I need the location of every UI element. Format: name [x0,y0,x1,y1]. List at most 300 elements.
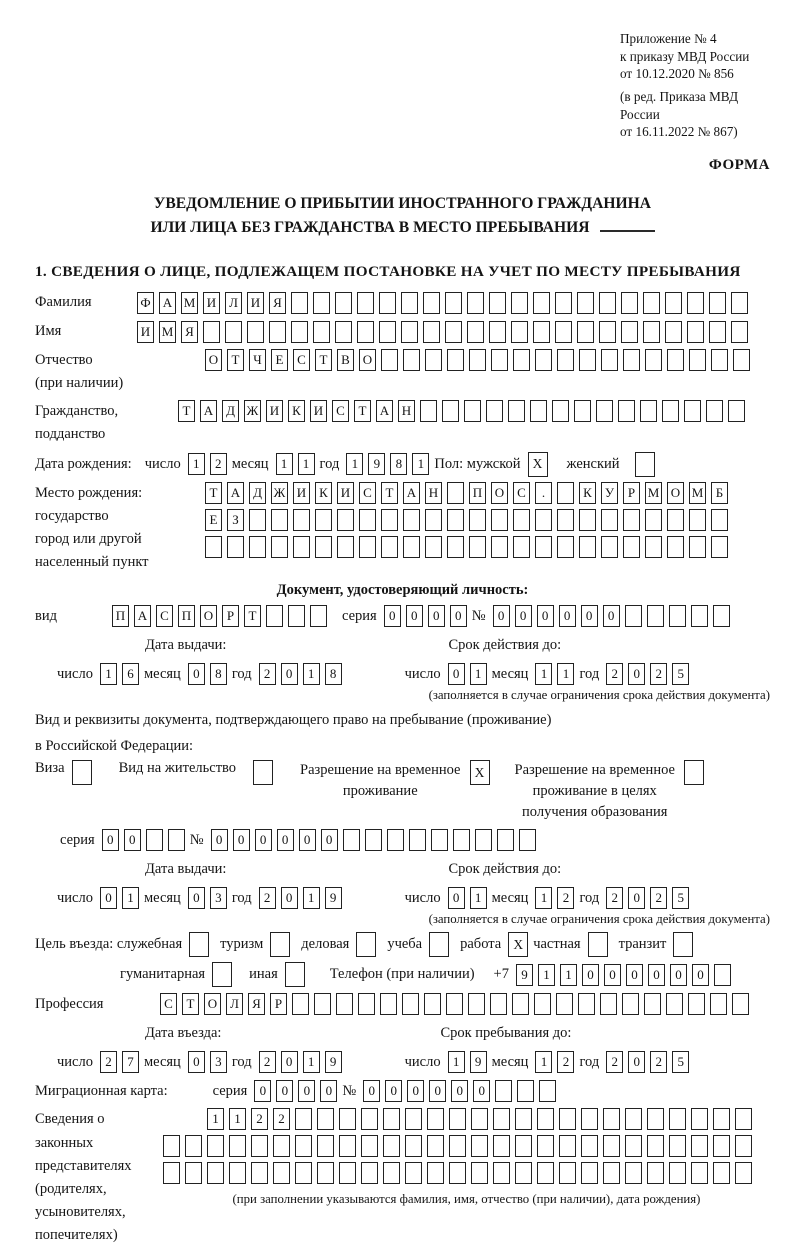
char-box[interactable] [449,1135,466,1157]
char-box[interactable] [247,321,264,343]
char-box[interactable] [603,1108,620,1130]
char-box[interactable] [383,1108,400,1130]
char-box[interactable] [691,1108,708,1130]
char-box[interactable] [618,400,635,422]
char-box[interactable] [449,1162,466,1184]
char-box[interactable] [423,292,440,314]
char-box[interactable]: Т [182,993,199,1015]
char-box[interactable] [469,536,486,558]
char-box[interactable]: 0 [604,964,621,986]
char-box[interactable]: 0 [233,829,250,851]
char-box[interactable]: 2 [606,663,623,685]
char-box[interactable] [271,509,288,531]
char-box[interactable] [493,1108,510,1130]
char-box[interactable] [471,1135,488,1157]
char-box[interactable]: 2 [650,887,667,909]
char-box[interactable]: 1 [276,453,293,475]
char-box[interactable] [577,292,594,314]
char-box[interactable]: 0 [448,663,465,685]
char-box[interactable]: Б [711,482,728,504]
char-box[interactable] [581,1108,598,1130]
char-box[interactable] [271,536,288,558]
char-box[interactable] [203,321,220,343]
char-box[interactable] [515,1135,532,1157]
char-box[interactable]: 2 [650,663,667,685]
char-box[interactable] [579,509,596,531]
char-box[interactable] [666,993,683,1015]
char-box[interactable]: 0 [626,964,643,986]
checkbox[interactable]: X [470,760,490,785]
char-box[interactable]: 6 [122,663,139,685]
char-box[interactable] [714,964,731,986]
char-box[interactable]: Т [205,482,222,504]
char-box[interactable]: 0 [692,964,709,986]
char-box[interactable]: 0 [102,829,119,851]
char-box[interactable] [447,536,464,558]
char-box[interactable] [647,1162,664,1184]
char-box[interactable] [468,993,485,1015]
char-box[interactable] [623,349,640,371]
char-box[interactable]: О [491,482,508,504]
checkbox[interactable] [429,932,449,957]
char-box[interactable] [728,400,745,422]
char-box[interactable] [519,829,536,851]
char-box[interactable] [449,1108,466,1130]
char-box[interactable] [269,321,286,343]
char-box[interactable] [251,1162,268,1184]
char-box[interactable] [314,993,331,1015]
char-box[interactable]: Д [249,482,266,504]
char-box[interactable] [625,1162,642,1184]
char-box[interactable] [361,1108,378,1130]
char-box[interactable] [361,1135,378,1157]
char-box[interactable] [731,321,748,343]
char-box[interactable] [556,993,573,1015]
char-box[interactable] [623,509,640,531]
char-box[interactable] [534,993,551,1015]
char-box[interactable]: 0 [124,829,141,851]
char-box[interactable]: 0 [299,829,316,851]
char-box[interactable]: 0 [473,1080,490,1102]
char-box[interactable] [513,509,530,531]
char-box[interactable] [621,292,638,314]
char-box[interactable] [647,1108,664,1130]
char-box[interactable] [293,509,310,531]
checkbox[interactable] [270,932,290,957]
char-box[interactable] [533,292,550,314]
char-box[interactable]: 2 [251,1108,268,1130]
char-box[interactable] [295,1108,312,1130]
char-box[interactable] [266,605,283,627]
char-box[interactable] [420,400,437,422]
char-box[interactable] [645,509,662,531]
char-box[interactable] [559,1135,576,1157]
char-box[interactable]: 9 [325,887,342,909]
char-box[interactable] [497,829,514,851]
char-box[interactable] [315,536,332,558]
char-box[interactable]: 1 [346,453,363,475]
char-box[interactable] [669,1135,686,1157]
char-box[interactable] [380,993,397,1015]
char-box[interactable] [339,1135,356,1157]
char-box[interactable]: Р [270,993,287,1015]
char-box[interactable]: 1 [100,663,117,685]
char-box[interactable] [227,536,244,558]
char-box[interactable]: 1 [535,1051,552,1073]
char-box[interactable] [691,605,708,627]
char-box[interactable]: П [112,605,129,627]
char-box[interactable] [511,292,528,314]
char-box[interactable]: 5 [672,663,689,685]
char-box[interactable] [559,1162,576,1184]
char-box[interactable] [644,993,661,1015]
char-box[interactable]: С [513,482,530,504]
char-box[interactable]: К [315,482,332,504]
char-box[interactable] [427,1135,444,1157]
char-box[interactable] [691,1162,708,1184]
char-box[interactable]: 1 [557,663,574,685]
char-box[interactable] [168,829,185,851]
char-box[interactable] [643,321,660,343]
char-box[interactable]: З [227,509,244,531]
char-box[interactable] [537,1162,554,1184]
char-box[interactable] [667,349,684,371]
char-box[interactable]: 0 [581,605,598,627]
char-box[interactable]: О [205,349,222,371]
char-box[interactable]: 0 [648,964,665,986]
char-box[interactable]: Р [623,482,640,504]
char-box[interactable] [335,321,352,343]
char-box[interactable]: И [310,400,327,422]
char-box[interactable] [205,536,222,558]
char-box[interactable] [358,993,375,1015]
char-box[interactable]: О [667,482,684,504]
char-box[interactable] [295,1162,312,1184]
char-box[interactable]: Л [225,292,242,314]
char-box[interactable]: 1 [412,453,429,475]
char-box[interactable]: В [337,349,354,371]
char-box[interactable] [495,1080,512,1102]
char-box[interactable]: 9 [325,1051,342,1073]
char-box[interactable]: 0 [628,887,645,909]
char-box[interactable] [490,993,507,1015]
char-box[interactable] [579,536,596,558]
char-box[interactable] [365,829,382,851]
char-box[interactable] [512,993,529,1015]
char-box[interactable] [669,1162,686,1184]
char-box[interactable]: У [601,482,618,504]
char-box[interactable]: 1 [560,964,577,986]
char-box[interactable] [530,400,547,422]
char-box[interactable] [622,993,639,1015]
char-box[interactable] [665,321,682,343]
char-box[interactable]: И [247,292,264,314]
char-box[interactable] [317,1162,334,1184]
char-box[interactable] [535,509,552,531]
char-box[interactable] [401,292,418,314]
char-box[interactable] [537,1108,554,1130]
char-box[interactable] [706,400,723,422]
char-box[interactable] [709,321,726,343]
char-box[interactable]: . [535,482,552,504]
char-box[interactable] [596,400,613,422]
char-box[interactable]: 0 [276,1080,293,1102]
char-box[interactable]: 0 [385,1080,402,1102]
char-box[interactable] [735,1108,752,1130]
char-box[interactable]: А [159,292,176,314]
char-box[interactable] [662,400,679,422]
char-box[interactable] [357,292,374,314]
char-box[interactable] [225,321,242,343]
char-box[interactable] [445,292,462,314]
char-box[interactable]: 2 [259,663,276,685]
char-box[interactable]: 3 [210,1051,227,1073]
char-box[interactable] [511,321,528,343]
char-box[interactable] [709,292,726,314]
char-box[interactable] [431,829,448,851]
checkbox[interactable]: X [508,932,528,957]
char-box[interactable] [647,605,664,627]
char-box[interactable]: Т [227,349,244,371]
char-box[interactable] [731,292,748,314]
char-box[interactable]: П [469,482,486,504]
char-box[interactable] [667,536,684,558]
char-box[interactable]: 7 [122,1051,139,1073]
char-box[interactable]: 0 [281,663,298,685]
char-box[interactable]: 0 [448,887,465,909]
char-box[interactable]: 2 [650,1051,667,1073]
char-box[interactable] [207,1135,224,1157]
char-box[interactable] [401,321,418,343]
char-box[interactable] [317,1108,334,1130]
char-box[interactable]: 0 [428,605,445,627]
char-box[interactable] [713,605,730,627]
char-box[interactable] [491,349,508,371]
char-box[interactable] [713,1108,730,1130]
char-box[interactable]: 0 [298,1080,315,1102]
char-box[interactable]: 1 [303,663,320,685]
char-box[interactable]: О [204,993,221,1015]
char-box[interactable] [387,829,404,851]
char-box[interactable] [647,1135,664,1157]
char-box[interactable] [229,1135,246,1157]
char-box[interactable] [517,1080,534,1102]
char-box[interactable]: 1 [303,887,320,909]
char-box[interactable] [471,1162,488,1184]
char-box[interactable] [446,993,463,1015]
char-box[interactable] [491,536,508,558]
char-box[interactable] [713,1135,730,1157]
char-box[interactable] [317,1135,334,1157]
char-box[interactable]: 2 [259,1051,276,1073]
char-box[interactable]: 9 [368,453,385,475]
char-box[interactable] [337,509,354,531]
char-box[interactable] [689,509,706,531]
char-box[interactable]: Т [178,400,195,422]
char-box[interactable] [645,536,662,558]
char-box[interactable] [710,993,727,1015]
char-box[interactable] [273,1135,290,1157]
char-box[interactable]: И [337,482,354,504]
char-box[interactable]: М [181,292,198,314]
char-box[interactable] [453,829,470,851]
char-box[interactable]: С [293,349,310,371]
char-box[interactable] [581,1135,598,1157]
char-box[interactable]: 1 [188,453,205,475]
char-box[interactable] [464,400,481,422]
char-box[interactable] [185,1162,202,1184]
char-box[interactable]: Т [315,349,332,371]
char-box[interactable] [292,993,309,1015]
char-box[interactable] [339,1108,356,1130]
char-box[interactable] [513,536,530,558]
char-box[interactable] [691,1135,708,1157]
char-box[interactable]: 8 [325,663,342,685]
char-box[interactable]: 0 [559,605,576,627]
char-box[interactable] [689,536,706,558]
char-box[interactable] [467,292,484,314]
char-box[interactable] [467,321,484,343]
char-box[interactable] [357,321,374,343]
char-box[interactable] [383,1162,400,1184]
char-box[interactable] [249,536,266,558]
char-box[interactable]: 0 [384,605,401,627]
checkbox[interactable] [72,760,92,785]
char-box[interactable] [711,509,728,531]
checkbox[interactable] [588,932,608,957]
char-box[interactable]: А [403,482,420,504]
checkbox[interactable] [356,932,376,957]
char-box[interactable]: П [178,605,195,627]
checkbox[interactable] [635,452,655,477]
char-box[interactable] [735,1162,752,1184]
char-box[interactable] [424,993,441,1015]
char-box[interactable] [403,536,420,558]
char-box[interactable] [508,400,525,422]
checkbox[interactable] [285,962,305,987]
char-box[interactable] [557,349,574,371]
char-box[interactable]: М [645,482,662,504]
char-box[interactable]: 1 [448,1051,465,1073]
char-box[interactable]: 0 [582,964,599,986]
checkbox[interactable] [673,932,693,957]
char-box[interactable] [684,400,701,422]
char-box[interactable]: Я [181,321,198,343]
char-box[interactable] [405,1135,422,1157]
char-box[interactable]: 0 [451,1080,468,1102]
char-box[interactable]: 5 [672,887,689,909]
char-box[interactable] [535,536,552,558]
char-box[interactable]: 0 [281,887,298,909]
char-box[interactable] [337,536,354,558]
char-box[interactable] [273,1162,290,1184]
char-box[interactable] [361,1162,378,1184]
char-box[interactable]: Н [398,400,415,422]
char-box[interactable]: 0 [406,605,423,627]
char-box[interactable]: 9 [470,1051,487,1073]
char-box[interactable] [295,1135,312,1157]
char-box[interactable]: Ж [244,400,261,422]
char-box[interactable]: О [359,349,376,371]
char-box[interactable] [579,349,596,371]
char-box[interactable]: Д [222,400,239,422]
char-box[interactable] [667,509,684,531]
char-box[interactable] [339,1162,356,1184]
char-box[interactable]: 0 [188,1051,205,1073]
char-box[interactable] [687,321,704,343]
char-box[interactable] [533,321,550,343]
char-box[interactable] [251,1135,268,1157]
char-box[interactable]: И [266,400,283,422]
checkbox[interactable] [189,932,209,957]
char-box[interactable]: 2 [273,1108,290,1130]
char-box[interactable] [557,509,574,531]
char-box[interactable] [601,349,618,371]
char-box[interactable] [539,1080,556,1102]
char-box[interactable]: 0 [493,605,510,627]
char-box[interactable]: С [160,993,177,1015]
char-box[interactable] [559,1108,576,1130]
char-box[interactable] [469,509,486,531]
char-box[interactable] [555,292,572,314]
char-box[interactable]: Т [244,605,261,627]
char-box[interactable] [625,1108,642,1130]
char-box[interactable]: Л [226,993,243,1015]
char-box[interactable]: Ж [271,482,288,504]
char-box[interactable] [581,1162,598,1184]
char-box[interactable] [288,605,305,627]
char-box[interactable] [423,321,440,343]
char-box[interactable] [621,321,638,343]
char-box[interactable] [623,536,640,558]
char-box[interactable] [229,1162,246,1184]
char-box[interactable]: 0 [320,1080,337,1102]
char-box[interactable]: М [689,482,706,504]
char-box[interactable] [427,1108,444,1130]
char-box[interactable] [486,400,503,422]
char-box[interactable] [711,349,728,371]
char-box[interactable]: 0 [100,887,117,909]
char-box[interactable] [599,321,616,343]
char-box[interactable] [403,349,420,371]
char-box[interactable] [381,349,398,371]
char-box[interactable]: 0 [363,1080,380,1102]
char-box[interactable] [735,1135,752,1157]
char-box[interactable]: Р [222,605,239,627]
char-box[interactable]: К [579,482,596,504]
char-box[interactable] [425,509,442,531]
char-box[interactable]: 0 [429,1080,446,1102]
char-box[interactable] [469,349,486,371]
char-box[interactable] [713,1162,730,1184]
char-box[interactable]: Ч [249,349,266,371]
char-box[interactable] [403,509,420,531]
char-box[interactable] [313,321,330,343]
char-box[interactable]: О [200,605,217,627]
char-box[interactable] [402,993,419,1015]
char-box[interactable] [383,1135,400,1157]
char-box[interactable] [425,536,442,558]
char-box[interactable]: 1 [538,964,555,986]
char-box[interactable]: 1 [207,1108,224,1130]
char-box[interactable]: 0 [515,605,532,627]
char-box[interactable] [601,536,618,558]
char-box[interactable]: А [227,482,244,504]
char-box[interactable] [732,993,749,1015]
char-box[interactable] [513,349,530,371]
char-box[interactable]: А [376,400,393,422]
char-box[interactable]: 2 [100,1051,117,1073]
